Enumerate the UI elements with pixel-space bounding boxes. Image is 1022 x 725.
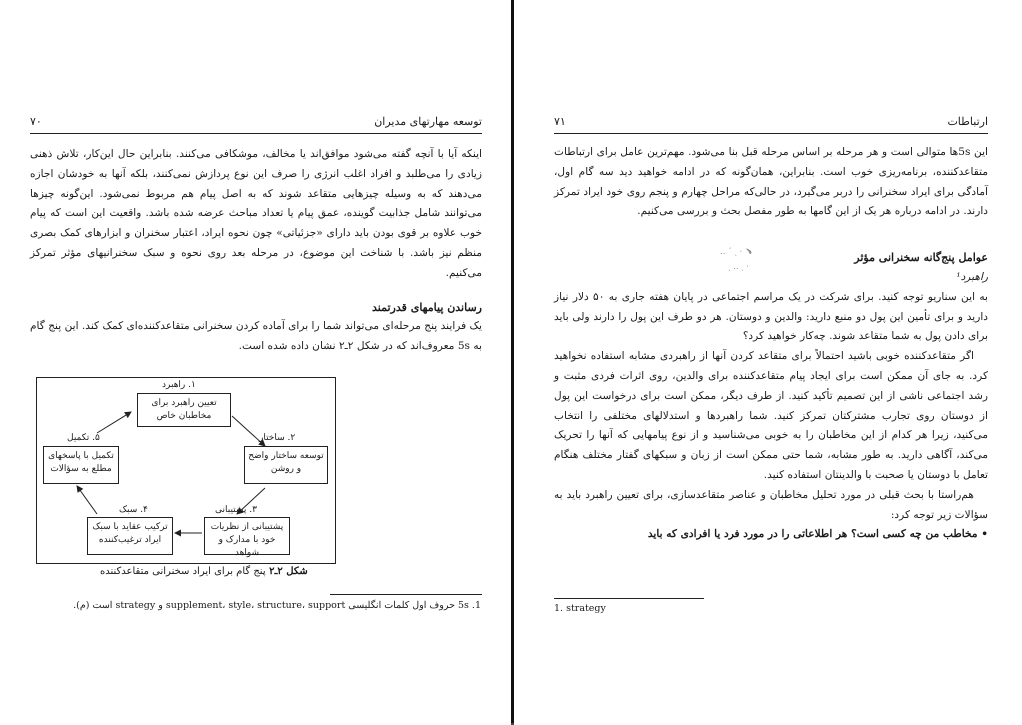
pencil-mark: ˎ ‥ ˏ ‧ bbox=[728, 262, 749, 271]
five-steps-figure bbox=[36, 377, 336, 564]
bullet-item: • مخاطب من چه کسی است؟ هر اطلاعاتی را در مورد فرد یا افرادی که باید bbox=[647, 528, 988, 541]
paragraph: هم‌راستا با بحث قبلی در مورد تحلیل مخاطبان و عناصر متقاعدسازی، برای تعیین راهبرد باید به سؤالات زیر توجه کرد: bbox=[554, 488, 988, 521]
figure-caption-number: شکل ۲ـ۲ bbox=[269, 566, 308, 577]
step-label: ۴. سبک bbox=[119, 505, 148, 515]
right-page-header bbox=[554, 115, 988, 133]
page-number: ۷۱ bbox=[554, 115, 566, 128]
arrow bbox=[97, 412, 131, 433]
step-box: پشتیبانی از نظریات خود با مدارک و شواهد bbox=[204, 517, 290, 555]
step-label: ۵. تکمیل bbox=[67, 433, 100, 443]
left-page-body bbox=[30, 145, 482, 357]
arrow bbox=[77, 486, 97, 514]
paragraph: به این سناریو توجه کنید. برای شرکت در یک مراسم اجتماعی در پایان هفته جاری به ۵۰ دلار نیاز دارید و برای تأمین این پول دو منبع دارید: والدین و دوستان. هر دو طرف این پول را دارند ولی باید برای دادن پول به شما متقاعد شوند. چه‌کار خواهید کرد؟ bbox=[554, 290, 988, 343]
section-heading: رساندن پیامهای قدرتمند bbox=[372, 300, 482, 314]
figure-caption-text: پنج گام برای ایراد سخنرانی متقاعدکننده bbox=[100, 566, 266, 577]
step-label: ۲. ساختار bbox=[259, 433, 296, 443]
footnote-rule bbox=[554, 598, 704, 599]
paragraph: اگر متقاعدکننده خوبی باشید احتمالاً برای متقاعد کردن آنها از راهبردی مشابه استفاده نخواهید کرد. به جای آن ممکن است برای ایجاد پیام متقاعدکننده برای والدین، روی اثرات فردی مثبت و رشد اجتماعی ناشی از این تصمیم تأکید کنید. از طرف دیگر، ممکن است برای درخواست این پول از دوستان روی تجارب مشترکتان تمرکز کنید. شما راهبردها و استدلالهای مختلفی را انتخاب می‌کنید، زیرا هر کدام از این مخاطبان را به خوبی می‌شناسید و از نوع پیامهایی که آنها را تحریک می‌کند، آگاهی دارید. به طور مشابه، شما حتی ممکن است از زبان و سبکهای گفتار مختلف هنگام تعامل با دوستان یا صحبت با والدینتان استفاده کنید. bbox=[554, 350, 988, 481]
section-heading: عوامل پنج‌گانه سخنرانی مؤثر bbox=[854, 251, 988, 265]
footnote-rule bbox=[330, 594, 482, 595]
paragraph: این 5sها متوالی است و هر مرحله بر اساس مرحله قبل بنا می‌شود. مهم‌ترین عامل برای ارتباطات متقاعدکننده، برنامه‌ریزی خوب است. بنابراین، همان‌گونه که در ادامه خواهید دید سه گام اول، آمادگی برای ایراد سخنرانی را دربر می‌گیرد، در حالی‌که مراحل چهارم و پنجم روی خود ایراد تمرکز دارند. در ادامه درباره هر یک از این گامها به طور مفصل بحث و بررسی می‌کنیم. bbox=[554, 146, 989, 218]
footnote: 1. strategy bbox=[554, 603, 606, 614]
step-label: ۳. پشتیبانی bbox=[215, 505, 257, 515]
paragraph: یک فرایند پنج مرحله‌ای می‌تواند شما را برای آماده کردن سخنرانی متقاعدکننده‌ای کمک کند. این پنج گام به 5s معروف‌اند که در شکل ۲ـ۲ نشان داده شده است. bbox=[30, 320, 482, 353]
footnote: 1. 5s حروف اول کلمات انگلیسی supplement، style، structure، support و strategy است (م). bbox=[73, 600, 481, 611]
paragraph: اینکه آیا با آنچه گفته می‌شود موافق‌اند یا مخالف، موشکافی می‌کنند. بنابراین حال این‌کار، تلاش ذهنی زیادی را می‌طلبد و افراد اغلب انرژی را صرف این نوع پردازش نمی‌کنند، بلکه آنها به خودشان اجازه می‌دهند که به وسیله چیزهایی متقاعد شوند که به اصل پیام هم مربوط نمی‌شود. این‌گونه چیزها می‌توانند شامل جذابیت گوینده، عمق پیام یا تعداد مباحث عرضه شده باشد. واقعیت این است که پیام خوب علاوه بر قوی بودن باید دارای «جزئیاتی» چون نحوه ایراد، اعتبار سخنران و ابزارهای کمک بصری منظم نیز باشد. با شناخت این موضوع، در مرحله بعد روی نحوه و سبک سخنرانیهای مؤثر تمرکز می‌کنیم. bbox=[30, 148, 482, 279]
running-title: توسعه مهارتهای مدیران bbox=[374, 115, 482, 128]
step-box: تعیین راهبرد برای مخاطبان خاص bbox=[137, 393, 231, 427]
figure-caption bbox=[100, 566, 308, 577]
step-box: ترکیب عقاید با سبک ایراد ترغیب‌کننده bbox=[87, 517, 173, 555]
left-page-header bbox=[30, 115, 482, 133]
step-label: ۱. راهبرد bbox=[162, 380, 196, 390]
subheading: راهبرد¹ bbox=[956, 270, 988, 283]
step-box: تکمیل با پاسخهای مطلع به سؤالات bbox=[43, 446, 119, 484]
right-page bbox=[514, 0, 1022, 725]
header-rule bbox=[30, 133, 482, 134]
header-rule bbox=[554, 133, 988, 134]
step-box: توسعه ساختار واضح و روشن bbox=[244, 446, 328, 484]
right-page-body bbox=[554, 143, 988, 545]
page-number: ۷۰ bbox=[30, 115, 42, 128]
pencil-mark: ‥ ˊ ˏ ‧ ﹅ bbox=[720, 247, 753, 256]
running-title: ارتباطات bbox=[947, 115, 988, 128]
